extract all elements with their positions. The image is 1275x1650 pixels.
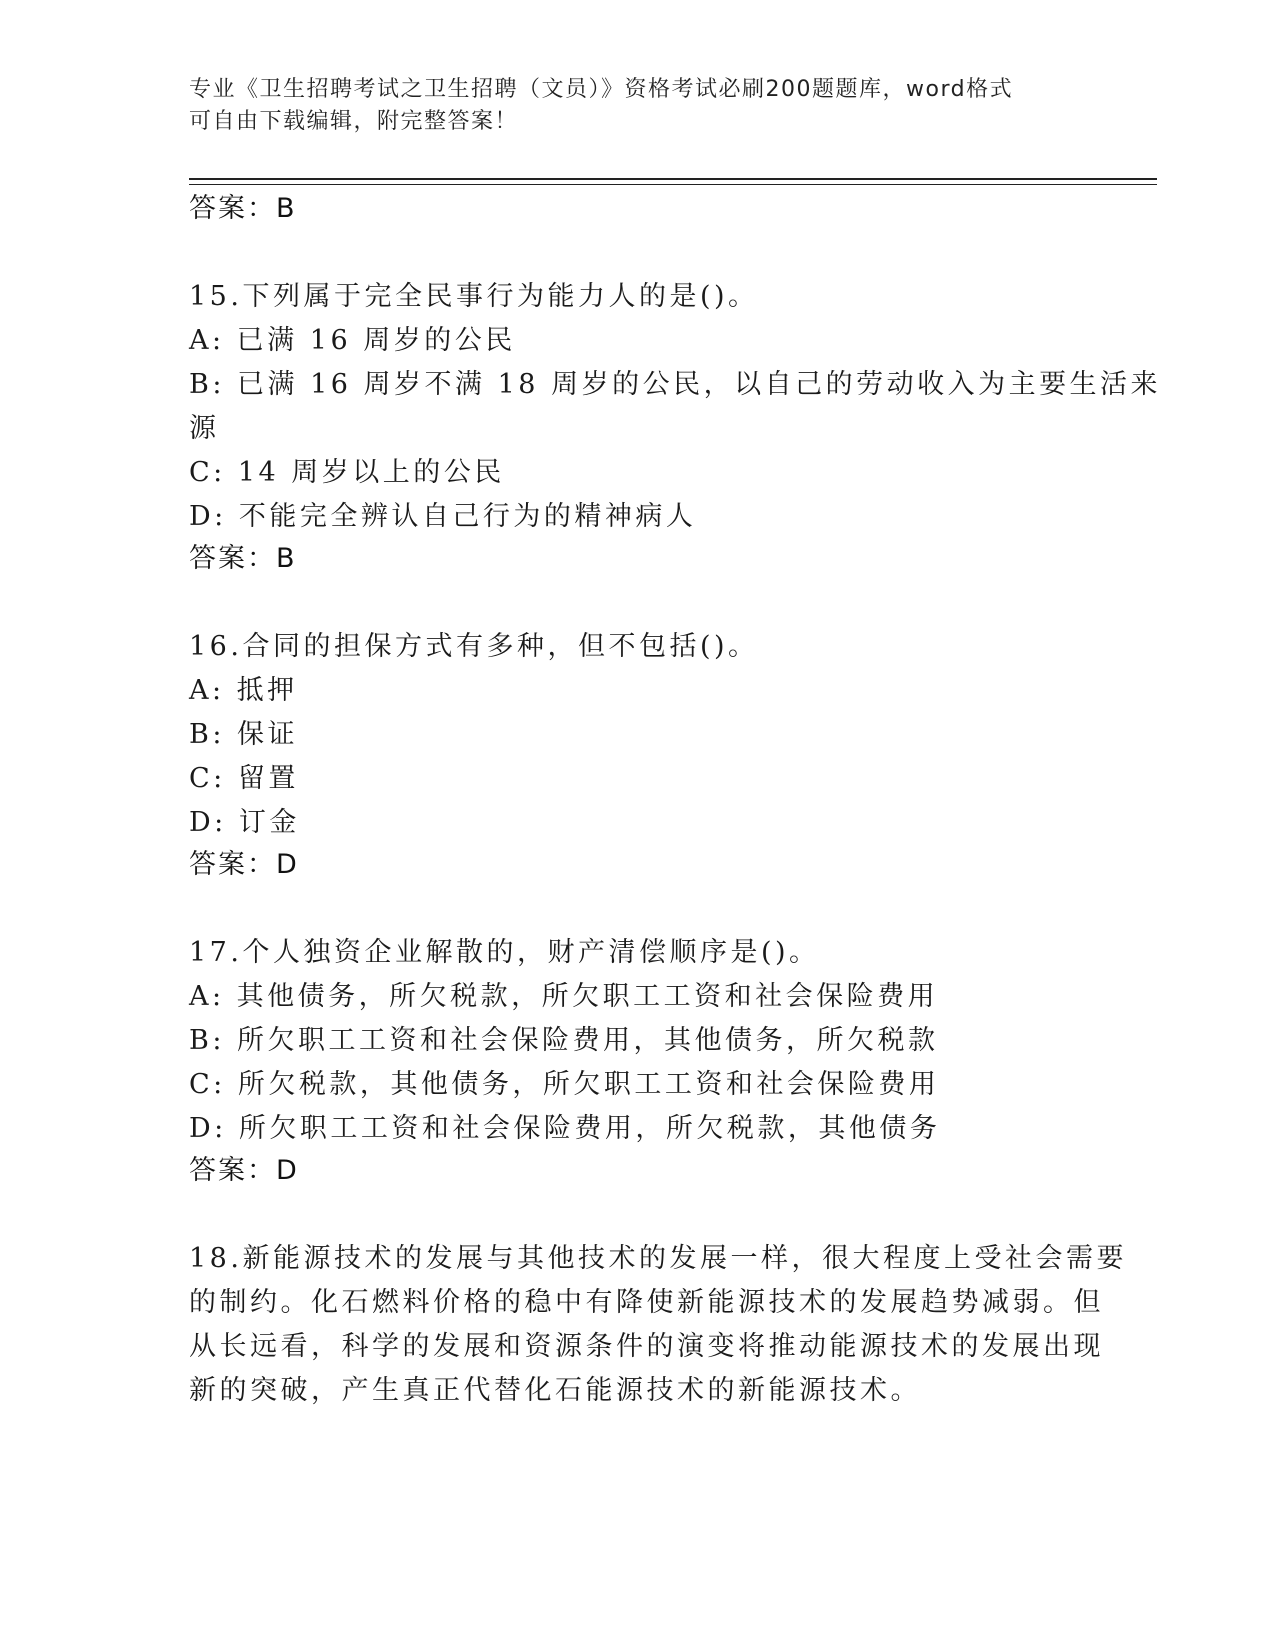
header-line-1: 专业《卫生招聘考试之卫生招聘（文员）》资格考试必刷200题题库，word格式 bbox=[189, 77, 1014, 102]
question-16-stem: 16.合同的担保方式有多种，但不包括()。 bbox=[189, 631, 759, 662]
question-15-option-b-cont: 源 bbox=[189, 413, 220, 444]
header-rule-thick bbox=[189, 178, 1157, 180]
question-18-line-1: 18.新能源技术的发展与其他技术的发展一样，很大程度上受社会需要 bbox=[189, 1243, 1127, 1274]
question-15-stem: 15.下列属于完全民事行为能力人的是()。 bbox=[189, 281, 759, 312]
answer-15: 答案：B bbox=[189, 543, 297, 574]
header-rule-thin bbox=[189, 184, 1157, 185]
question-18-line-3: 从长远看，科学的发展和资源条件的演变将推动能源技术的发展出现 bbox=[189, 1331, 1104, 1362]
answer-14: 答案：B bbox=[189, 193, 297, 224]
question-15-option-b: B: 已满 16 周岁不满 18 周岁的公民，以自己的劳动收入为主要生活来 bbox=[189, 369, 1162, 400]
question-18-line-2: 的制约。化石燃料价格的稳中有降使新能源技术的发展趋势减弱。但 bbox=[189, 1287, 1104, 1318]
question-15-option-a: A: 已满 16 周岁的公民 bbox=[189, 325, 516, 356]
question-17-option-a: A: 其他债务，所欠税款，所欠职工工资和社会保险费用 bbox=[189, 981, 939, 1012]
question-16-option-c: C: 留置 bbox=[189, 763, 299, 794]
question-15-option-c: C: 14 周岁以上的公民 bbox=[189, 457, 505, 488]
question-17-stem: 17.个人独资企业解散的，财产清偿顺序是()。 bbox=[189, 937, 820, 968]
header-line-2: 可自由下载编辑，附完整答案！ bbox=[189, 109, 519, 134]
question-17-option-d: D: 所欠职工工资和社会保险费用，所欠税款，其他债务 bbox=[189, 1113, 941, 1144]
document-header bbox=[189, 74, 1069, 138]
answer-16: 答案：D bbox=[189, 849, 299, 880]
question-16-option-d: D: 订金 bbox=[189, 807, 300, 838]
question-17-option-b: B: 所欠职工工资和社会保险费用，其他债务，所欠税款 bbox=[189, 1025, 939, 1056]
question-17-option-c: C: 所欠税款，其他债务，所欠职工工资和社会保险费用 bbox=[189, 1069, 940, 1100]
question-16-option-a: A: 抵押 bbox=[189, 675, 298, 706]
question-16-option-b: B: 保证 bbox=[189, 719, 299, 750]
question-15-option-d: D: 不能完全辨认自己行为的精神病人 bbox=[189, 501, 697, 532]
answer-17: 答案：D bbox=[189, 1155, 299, 1186]
question-18-line-4: 新的突破，产生真正代替化石能源技术的新能源技术。 bbox=[189, 1375, 921, 1406]
